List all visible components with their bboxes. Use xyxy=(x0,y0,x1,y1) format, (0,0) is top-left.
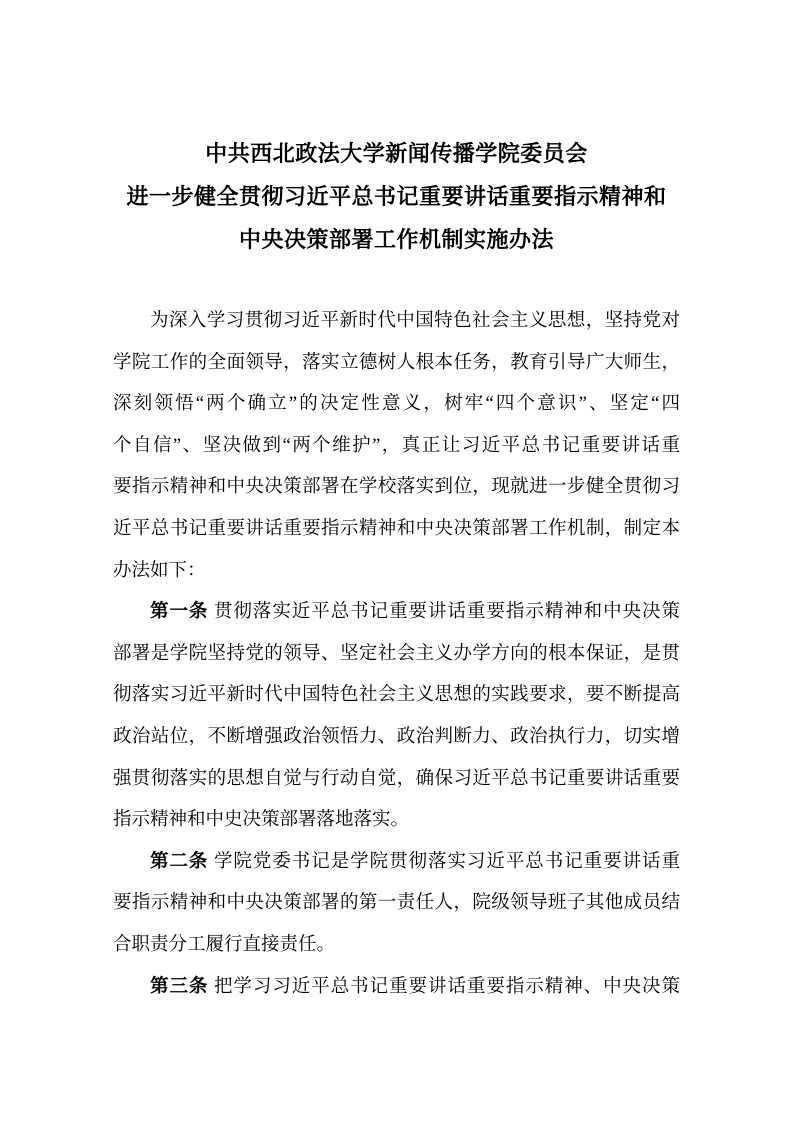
document-body-line: 合职责分工履行直接责任。 xyxy=(113,934,336,955)
document-body-line: 要指示精神和中央决策部署在学校落实到位，现就进一步健全贯彻习 xyxy=(113,477,680,498)
document-body-line: 个自信”、坚决做到“两个维护”，真正让习近平总书记重要讲话重 xyxy=(113,435,680,456)
document-body-line: 为深入学习贯彻习近平新时代中国特色社会主义思想，坚持党对 xyxy=(150,311,680,331)
document-title-line: 中共西北政法大学新闻传播学院委员会 xyxy=(205,141,588,166)
document-title-line: 中央决策部署工作机制实施办法 xyxy=(238,227,554,252)
clause-number: 第二条 xyxy=(150,851,209,872)
document-body xyxy=(113,301,680,1008)
clause-number: 第一条 xyxy=(150,602,209,623)
document-body-line: 学院工作的全面领导，落实立德树人根本任务，教育引导广大师生， xyxy=(113,352,680,373)
document-body-line: 指示精神和中史决策部署落地落实。 xyxy=(113,810,410,831)
document-body-line: 办法如下： xyxy=(113,560,206,581)
document-body-line: 部署是学院坚持党的领导、坚定社会主义办学方向的根本保证，是贯 xyxy=(113,643,680,664)
document-body-line: 强贯彻落实的思想自觉与行动自觉，确保习近平总书记重要讲话重要 xyxy=(113,768,680,789)
document-title-line: 进一步健全贯彻习近平总书记重要讲话重要指示精神和 xyxy=(126,184,667,209)
document-body-line: 第一条 贯彻落实近平总书记重要讲话重要指示精神和中央决策 xyxy=(150,602,680,623)
clause-number: 第三条 xyxy=(150,976,209,997)
document-body-line: 第二条 学院党委书记是学院贯彻落实习近平总书记重要讲话重 xyxy=(150,851,680,872)
document-body-line: 要指示精神和中央决策部署的第一责任人，院级领导班子其他成员结 xyxy=(113,893,680,914)
document-body-line: 深刻领悟“两个确立”的决定性意义，树牢“四个意识”、坚定“四 xyxy=(113,394,680,415)
document-body-line: 彻落实习近平新时代中国特色社会主义思想的实践要求，要不断提高 xyxy=(113,685,680,706)
document-body-line: 政治站位，不断增强政治领悟力、政治判断力、政治执行力，切实增 xyxy=(113,726,680,747)
document-body-line: 第三条 把学习习近平总书记重要讲话重要指示精神、中央决策 xyxy=(150,976,680,997)
document-body-line: 近平总书记重要讲话重要指示精神和中央决策部署工作机制，制定本 xyxy=(113,518,680,539)
document-title xyxy=(113,132,680,261)
